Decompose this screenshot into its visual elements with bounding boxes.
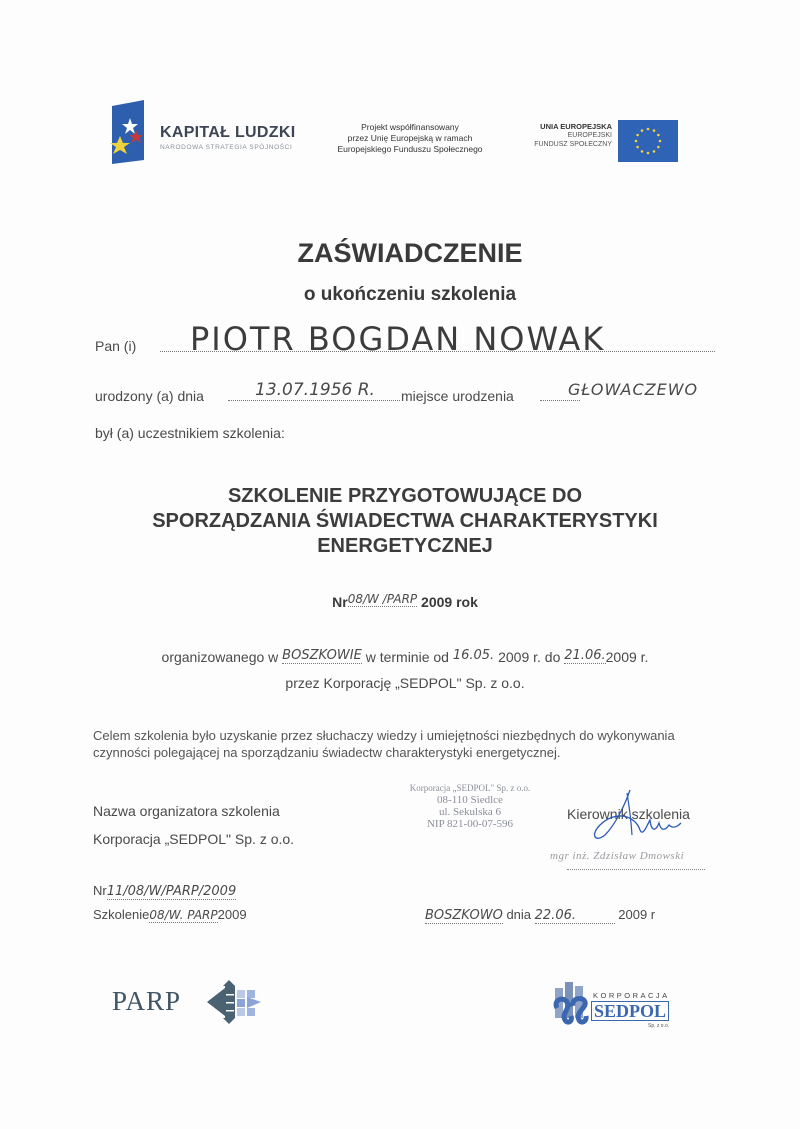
course-title-line: SPORZĄDZANIA ŚWIADECTWA CHARAKTERYSTYKI [152, 510, 658, 532]
issue-year: 2009 r [618, 907, 656, 922]
issue-date: 22.06. [535, 908, 615, 924]
organized-place: BOSZKOWIE [282, 648, 362, 663]
eu-line: EUROPEJSKI [567, 132, 612, 139]
certificate-title: ZAŚWIADCZENIE [297, 238, 523, 268]
eu-text [520, 122, 612, 149]
organized-line [0, 648, 800, 665]
participant-label: był (a) uczestnikiem szkolenia: [95, 425, 285, 441]
term-from-year: 2009 r. do [498, 649, 561, 665]
organized-label: organizowanego w [161, 649, 279, 665]
course-ref-line [93, 907, 247, 923]
course-title-line: ENERGETYCZNEJ [317, 535, 493, 557]
parp-logo [112, 978, 262, 1038]
eu-title: UNIA EUROPEJSKA [540, 122, 612, 131]
nr-prefix: Nr [332, 594, 348, 610]
project-line: Europejskiego Funduszu Społecznego [337, 144, 483, 154]
manager-dotted-line [567, 869, 705, 870]
participant-name: PIOTR BOGDAN NOWAK [190, 320, 606, 358]
nr2-prefix: Nr [93, 883, 107, 898]
certificate-number: 11/08/W/PARP/2009 [106, 884, 237, 899]
eu-flag-icon [618, 120, 678, 162]
parp-arrows-icon [207, 980, 262, 1025]
term-from: 16.05. [452, 648, 495, 663]
certificate-number-line [93, 883, 236, 900]
sedpol-mark-icon [553, 978, 589, 1028]
company-stamp [395, 782, 545, 830]
born-date: 13.07.1956 R. [255, 380, 375, 400]
kapital-ludzki-flag-icon [110, 100, 146, 164]
eu-line: FUNDUSZ SPOŁECZNY [534, 141, 612, 148]
course-number-line [0, 592, 800, 610]
birthplace: GŁOWACZEWO [568, 380, 699, 399]
manager-name: mgr inż. Zdzisław Dmowski [550, 850, 685, 862]
kapital-ludzki-title: KAPITAŁ LUDZKI [160, 124, 296, 141]
szkolenie-value: 08/W. PARP [149, 908, 218, 922]
organizer-line: przez Korporację „SEDPOL" Sp. z o.o. [285, 675, 525, 691]
sedpol-korporacja-text: KORPORACJA [593, 991, 670, 1000]
szkolenie-year: 2009 [217, 907, 247, 922]
project-cofinancing-text [320, 122, 500, 155]
sedpol-sp-text: Sp. z o.o. [648, 1023, 670, 1029]
date-label: dnia [506, 907, 532, 922]
place-date-line [425, 907, 655, 924]
pan-label: Pan (i) [95, 338, 137, 354]
nr-suffix: 2009 rok [421, 594, 478, 610]
organizer-label: Nazwa organizatora szkolenia [93, 803, 280, 819]
project-line: przez Unię Europejską w ramach [347, 133, 473, 143]
organizer-name: Korporacja „SEDPOL" Sp. z o.o. [93, 831, 295, 847]
term-to: 21.06. [564, 648, 606, 663]
stamp-line: NIP 821-00-07-596 [426, 818, 514, 830]
course-number: 08/W /PARP [347, 592, 418, 606]
sedpol-name-text: SEDPOL [591, 1001, 669, 1021]
stamp-line: Korporacja „SEDPOL" Sp. z o.o. [409, 783, 531, 793]
born-date-dotted-line [228, 400, 400, 401]
course-title-line: SZKOLENIE PRZYGOTOWUJĄCE DO [227, 485, 583, 507]
kapital-ludzki-subtitle: NARODOWA STRATEGIA SPÓJNOŚCI [160, 144, 293, 151]
kapital-ludzki-logo [110, 100, 310, 170]
term-label: w terminie od [365, 649, 449, 665]
szkolenie-label: Szkolenie [93, 907, 150, 922]
manager-label: Kierownik szkolenia [567, 806, 690, 822]
stamp-line: ul. Sekulska 6 [438, 806, 502, 818]
stamp-line: 08-110 Siedlce [437, 794, 503, 806]
course-title [0, 484, 800, 559]
birthplace-label: miejsce urodzenia [401, 388, 514, 404]
certificate-subtitle: o ukończeniu szkolenia [303, 284, 517, 305]
term-to-year: 2009 r. [605, 649, 649, 665]
course-goal-text: Celem szkolenia było uzyskanie przez słuchaczy wiedzy i umiejętności niezbędnych do wykonywania czynności polegającej na sporządzaniu świadectw charakterystyki energetycznej. [93, 728, 675, 760]
project-line: Projekt współfinansowany [361, 122, 459, 132]
issue-place: BOSZKOWO [425, 908, 503, 923]
signature-icon [585, 785, 695, 850]
parp-logo-text: PARP [112, 986, 182, 1016]
birthplace-dotted-line [540, 400, 580, 401]
born-label: urodzony (a) dnia [95, 388, 204, 404]
sedpol-logo [553, 978, 683, 1033]
